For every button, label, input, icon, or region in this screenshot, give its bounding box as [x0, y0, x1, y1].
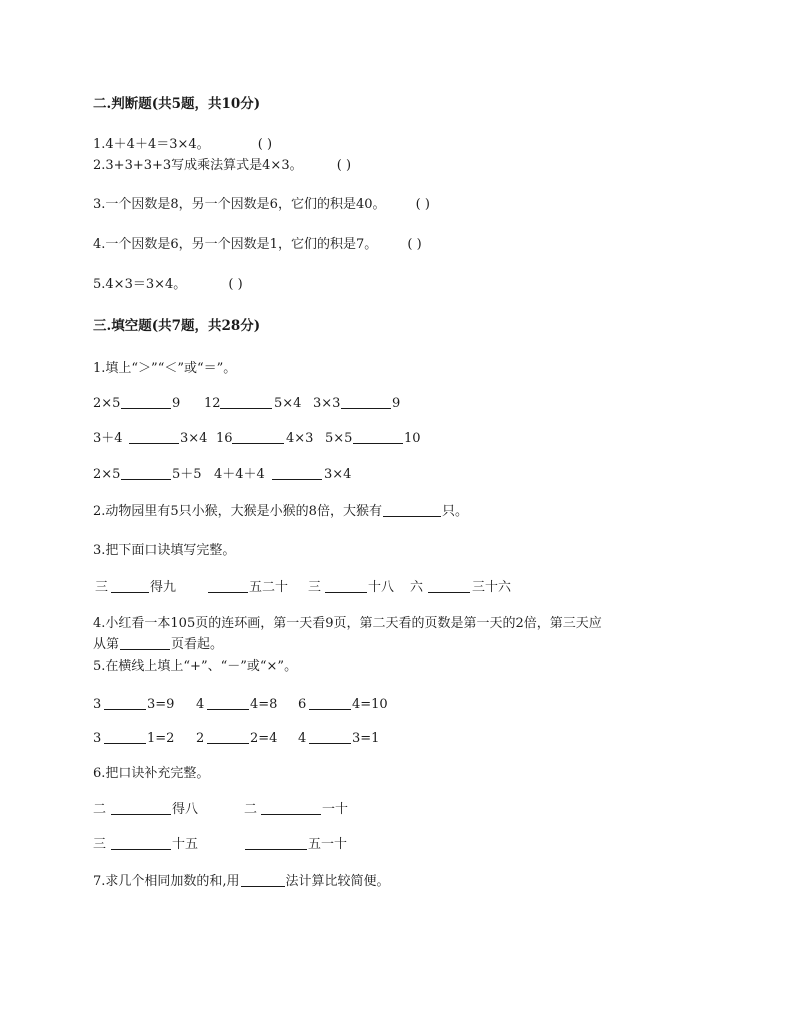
expression: 5×5 [325, 431, 353, 446]
expression: 4 [196, 697, 205, 712]
expression: 3×4 [180, 431, 208, 446]
rhyme-text: 六 [410, 580, 424, 595]
expression: 3×3 [313, 396, 341, 411]
question-text: 3.一个因数是8，另一个因数是6，它们的积是40。 [93, 197, 386, 212]
answer-parentheses[interactable]: ( ) [257, 137, 273, 152]
expression: 5×4 [274, 396, 302, 411]
expression: 6 [298, 697, 307, 712]
fill-question-3-prompt: 3.把下面口诀填写完整。 [93, 543, 236, 558]
expression: 4 [298, 731, 307, 746]
answer-blank[interactable] [120, 637, 170, 650]
expression: 12 [204, 396, 221, 411]
expression: 9 [392, 396, 401, 411]
judge-question-4 [93, 237, 422, 253]
judge-question-1 [93, 137, 272, 153]
answer-blank[interactable] [241, 874, 285, 887]
answer-parentheses[interactable]: ( ) [407, 237, 422, 252]
judge-question-3 [93, 197, 430, 213]
fill-question-1-prompt: 1.填上“＞”“＜”或“＝”。 [93, 361, 237, 376]
rhyme-text: 一十 [322, 802, 349, 817]
answer-blank[interactable] [428, 580, 470, 593]
expression: 16 [216, 431, 233, 446]
rhyme-text: 得九 [150, 580, 177, 595]
answer-blank[interactable] [207, 731, 249, 744]
section-2-heading: 二.判断题(共5题，共10分) [93, 96, 261, 112]
answer-blank[interactable] [121, 396, 171, 409]
question-text: 页看起。 [171, 637, 224, 652]
question-text: 2.动物园里有5只小猴，大猴是小猴的8倍，大猴有 [93, 504, 382, 519]
rhyme-text: 十五 [172, 837, 199, 852]
answer-blank[interactable] [111, 837, 171, 850]
rhyme-text: 十八 [368, 580, 395, 595]
fill-question-4-line-1: 4.小红看一本105页的连环画，第一天看9页，第二天看的页数是第一天的2倍，第三天应 [93, 616, 602, 631]
answer-blank[interactable] [325, 580, 367, 593]
rhyme-text: 二 [93, 802, 107, 817]
rhyme-text: 二 [244, 802, 258, 817]
expression: 5＋5 [172, 467, 202, 482]
answer-parentheses[interactable]: ( ) [415, 197, 430, 212]
rhyme-text: 三 [308, 580, 322, 595]
answer-blank[interactable] [104, 697, 146, 710]
expression: 4×3 [286, 431, 314, 446]
expression: 3 [93, 697, 102, 712]
answer-blank[interactable] [121, 467, 171, 480]
judge-question-5 [93, 277, 243, 293]
expression: 9 [172, 396, 181, 411]
expression: 10 [404, 431, 421, 446]
fill-question-4-line-2 [93, 637, 223, 653]
expression: 3=1 [352, 731, 380, 746]
expression: 4=10 [352, 697, 388, 712]
expression: 2×5 [93, 467, 121, 482]
question-text: 1.4＋4＋4＝3×4。 [93, 137, 210, 152]
rhyme-text: 得八 [172, 802, 199, 817]
fill-question-2 [93, 504, 468, 520]
rhyme-text: 三 [93, 837, 107, 852]
question-text: 2.3+3+3+3写成乘法算式是4×3。 [93, 158, 303, 173]
answer-blank[interactable] [309, 697, 351, 710]
question-text: 5.4×3＝3×4。 [93, 277, 187, 292]
rhyme-text: 五二十 [249, 580, 289, 595]
answer-parentheses[interactable]: ( ) [228, 277, 243, 292]
answer-blank[interactable] [245, 837, 307, 850]
answer-blank[interactable] [220, 396, 272, 409]
fill-question-6-prompt: 6.把口诀补充完整。 [93, 766, 210, 781]
answer-blank[interactable] [353, 431, 403, 444]
expression: 3 [93, 731, 102, 746]
answer-blank[interactable] [129, 431, 179, 444]
section-3-heading: 三.填空题(共7题，共28分) [93, 318, 261, 334]
answer-blank[interactable] [383, 504, 441, 517]
expression: 4=8 [250, 697, 278, 712]
expression: 1=2 [147, 731, 175, 746]
question-text: 只。 [441, 504, 468, 519]
question-text: 从第 [93, 637, 120, 652]
expression: 2×5 [93, 396, 121, 411]
answer-blank[interactable] [111, 580, 149, 593]
expression: 4＋4＋4 [214, 467, 265, 482]
rhyme-text: 三十六 [472, 580, 512, 595]
question-text: 4.一个因数是6，另一个因数是1，它们的积是7。 [93, 237, 378, 252]
answer-blank[interactable] [261, 802, 321, 815]
expression: 3=9 [147, 697, 175, 712]
answer-blank[interactable] [341, 396, 391, 409]
question-text: 法计算比较简便。 [285, 874, 390, 889]
expression: 2 [196, 731, 205, 746]
answer-blank[interactable] [232, 431, 284, 444]
expression: 2=4 [250, 731, 278, 746]
answer-blank[interactable] [208, 580, 248, 593]
answer-blank[interactable] [309, 731, 351, 744]
answer-blank[interactable] [272, 467, 322, 480]
rhyme-text: 三 [95, 580, 109, 595]
expression: 3×4 [324, 467, 352, 482]
question-text: 7.求几个相同加数的和,用 [93, 874, 240, 889]
answer-parentheses[interactable]: ( ) [336, 158, 352, 173]
expression: 3＋4 [93, 431, 123, 446]
fill-question-5-prompt: 5.在横线上填上“+”、“－”或“×”。 [93, 659, 298, 674]
answer-blank[interactable] [111, 802, 171, 815]
rhyme-text: 五一十 [308, 837, 348, 852]
judge-question-2 [93, 158, 351, 174]
fill-question-7 [93, 874, 390, 890]
answer-blank[interactable] [207, 697, 249, 710]
answer-blank[interactable] [104, 731, 146, 744]
